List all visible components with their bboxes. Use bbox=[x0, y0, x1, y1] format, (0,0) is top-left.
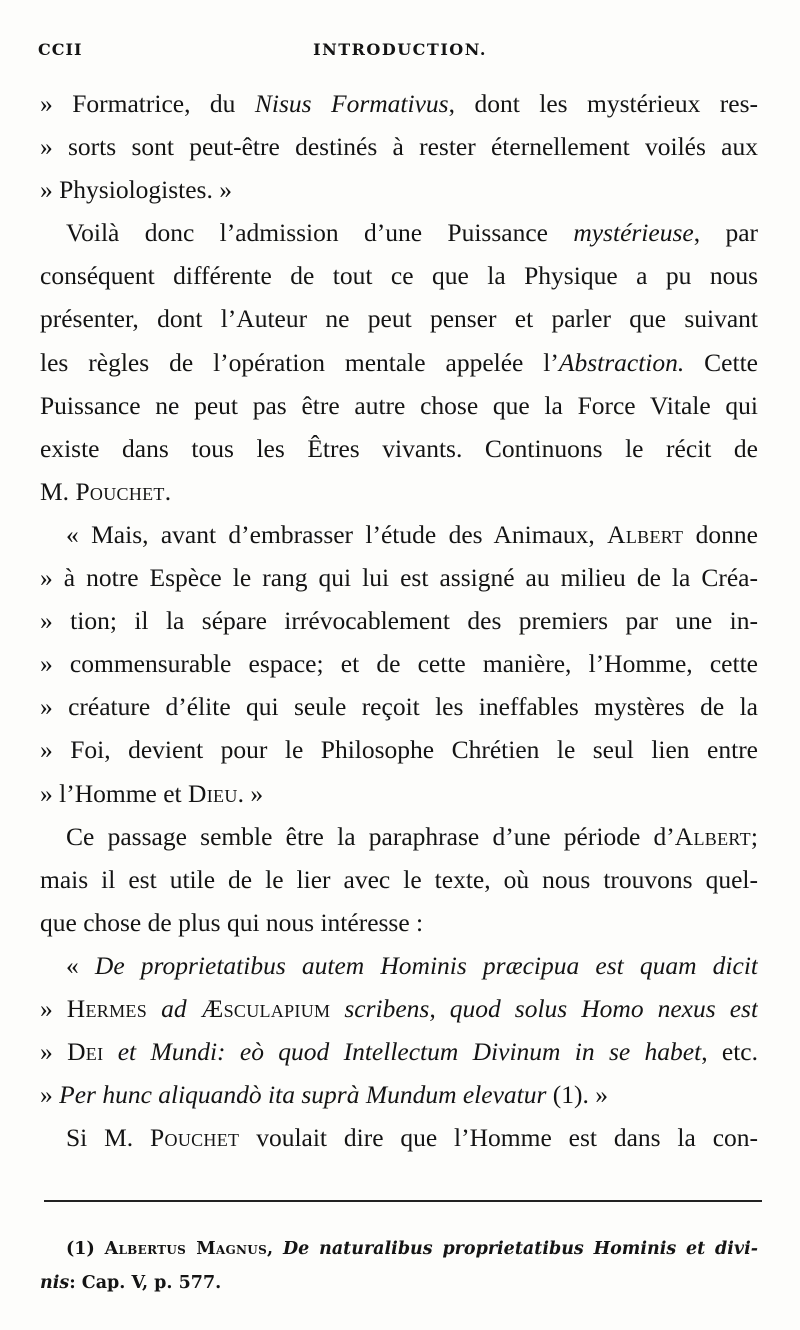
text-line: » à notre Espèce le rang qui lui est assigné au milieu de la Créa- bbox=[40, 563, 758, 593]
italic-term: Nisus Formativus bbox=[254, 89, 449, 118]
line-text: » Formatrice, du bbox=[40, 89, 255, 118]
line-text: » bbox=[40, 1037, 68, 1067]
footnote-line bbox=[40, 1232, 758, 1266]
line-text: » l’Homme et bbox=[40, 778, 189, 808]
text-line bbox=[40, 1116, 758, 1159]
line-text: voulait dire que l’Homme est dans la con- bbox=[239, 1123, 758, 1153]
text-line bbox=[40, 82, 758, 125]
latin-quote: De proprietatibus autem Hominis præcipua est quam dicit bbox=[94, 950, 758, 980]
text-line: » Foi, devient pour le Philosophe Chrétien le seul lien entre bbox=[40, 735, 758, 765]
line-text: Ce passage semble être la paraphrase d’une période d’ bbox=[66, 821, 675, 851]
text-line bbox=[40, 341, 758, 384]
running-head bbox=[38, 40, 762, 68]
latin-quote: Per hunc aliquandò ita suprà Mundum elevatur bbox=[59, 1080, 547, 1110]
line-text: « bbox=[66, 950, 95, 980]
line-text: : Cap. V, p. 577. bbox=[69, 1273, 222, 1293]
footnote-number: (1) bbox=[66, 1239, 105, 1259]
line-text: » bbox=[40, 1080, 60, 1110]
line-text: Si M. bbox=[66, 1123, 151, 1153]
italic-term: Abstraction. bbox=[558, 347, 685, 377]
smallcaps-name: Albertus Magnus bbox=[104, 1239, 268, 1259]
text-line: conséquent différente de tout ce que la Physique a pu nous bbox=[40, 261, 758, 291]
text-line bbox=[40, 513, 758, 556]
smallcaps-name: Hermes bbox=[66, 993, 148, 1023]
smallcaps-name: Albert bbox=[674, 821, 751, 851]
text-line bbox=[40, 1030, 758, 1073]
line-text: Cette bbox=[684, 347, 758, 377]
footnote bbox=[40, 1232, 758, 1300]
body-text bbox=[40, 82, 758, 1159]
smallcaps-name: Dei bbox=[67, 1037, 104, 1067]
line-text: , par bbox=[693, 218, 758, 248]
text-line: » créature d’élite qui seule reçoit les ineffables mystères de la bbox=[40, 692, 758, 722]
text-line bbox=[40, 1073, 758, 1116]
smallcaps-name: Pouchet bbox=[150, 1123, 240, 1153]
text-line bbox=[40, 944, 758, 987]
smallcaps-name: Albert bbox=[607, 519, 684, 549]
line-text: , bbox=[267, 1239, 283, 1259]
line-text: donne bbox=[683, 519, 758, 549]
text-line: existe dans tous les Êtres vivants. Continuons le récit de bbox=[40, 433, 758, 463]
latin-quote: et Mundi: eò quod Intellectum Divinum in se habet bbox=[103, 1037, 702, 1067]
text-line: mais il est utile de le lier avec le texte, où nous trouvons quel- bbox=[40, 864, 758, 894]
text-line bbox=[40, 470, 758, 513]
italic-term: mystérieuse bbox=[573, 218, 694, 248]
text-line bbox=[40, 211, 758, 254]
running-title: INTRODUCTION. bbox=[313, 40, 487, 59]
smallcaps-name: Dieu bbox=[188, 778, 238, 808]
line-text: Voilà donc l’admission d’une Puissance bbox=[66, 218, 574, 248]
text-line bbox=[40, 815, 758, 858]
page-folio: CCII bbox=[38, 40, 83, 59]
text-line: que chose de plus qui nous intéresse : bbox=[40, 907, 424, 937]
footnote-rule bbox=[44, 1200, 762, 1202]
text-line bbox=[40, 772, 758, 815]
latin-quote: ad bbox=[147, 993, 201, 1023]
line-text: les règles de l’opération mentale appelée l’ bbox=[40, 347, 559, 377]
smallcaps-name: Pouchet bbox=[75, 476, 165, 506]
text-line: » commensurable espace; et de cette manière, l’Homme, cette bbox=[40, 649, 758, 679]
line-text: « Mais, avant d’embrasser l’étude des Animaux, bbox=[66, 519, 608, 549]
line-text: . » bbox=[237, 778, 264, 808]
line-text: M. bbox=[40, 476, 76, 506]
text-line bbox=[40, 987, 758, 1030]
footnote-line bbox=[40, 1266, 758, 1300]
text-line: présenter, dont l’Auteur ne peut penser et parler que suivant bbox=[40, 304, 758, 334]
text-line: » Physiologistes. » bbox=[40, 175, 232, 205]
smallcaps-name: Æsculapium bbox=[200, 993, 331, 1023]
italic-title: nis bbox=[40, 1273, 70, 1293]
text-line: » sorts sont peut-être destinés à rester éternellement voilés aux bbox=[40, 132, 758, 162]
line-text: . bbox=[164, 476, 172, 506]
line-text: » bbox=[40, 993, 67, 1023]
line-text: , etc. bbox=[701, 1037, 758, 1067]
latin-quote: scribens, quod solus Homo nexus est bbox=[330, 993, 758, 1023]
text-line: » tion; il la sépare irrévocablement des premiers par une in- bbox=[40, 606, 758, 636]
italic-title: De naturalibus proprietatibus Hominis et divi- bbox=[282, 1239, 758, 1259]
line-text: ; bbox=[750, 821, 758, 851]
footnote-ref: (1). » bbox=[546, 1080, 609, 1110]
text-line: Puissance ne peut pas être autre chose que la Force Vitale qui bbox=[40, 390, 758, 420]
line-text: , dont les mystérieux res- bbox=[448, 89, 758, 118]
